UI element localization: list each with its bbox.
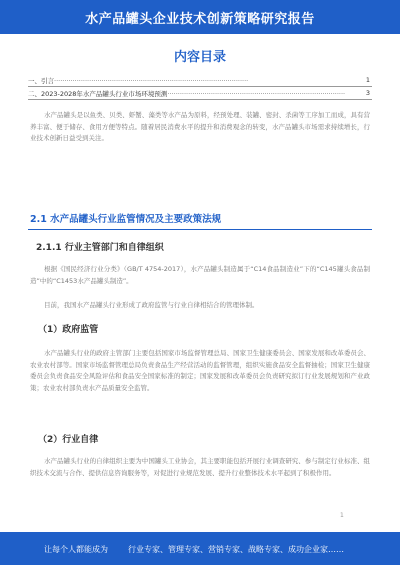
toc-divider [28, 86, 372, 87]
report-title: 水产品罐头企业技术创新策略研究报告 [85, 12, 315, 27]
subheading-government: （1）政府监管 [38, 325, 99, 335]
section-rule [28, 229, 372, 230]
toc-item-1[interactable] [28, 76, 366, 85]
toc-item-label: 二、2023-2028年水产品罐头行业市场环境预测 [28, 90, 168, 98]
toc-item-page: 1 [365, 76, 370, 84]
paragraph-management: 目前，我国水产品罐头行业形成了政府监管与行业自律相结合的管理体制。 [44, 301, 259, 309]
page-number: 1 [340, 512, 344, 519]
toc-leader-dots: ······················································································ [167, 90, 346, 98]
toc-divider [28, 99, 372, 100]
toc-title: 内容目录 [173, 50, 226, 65]
header-bar [0, 0, 400, 34]
section-heading-2-1: 2.1 水产品罐头行业监管情况及主要政策法规 [30, 214, 222, 225]
toc-leader-dots: ······························································································ [54, 77, 249, 85]
paragraph-self-regulation: 水产品罐头行业的自律组织主要为中国罐头工业协会，其主要职能包括开展行业调查研究、参与制定行业标准、组织技术交流与合作、提供信息咨询服务等，对促进行业规范发展、提升行业整体技术水平起到了积极作用。 [30, 457, 370, 477]
subheading-self-regulation: （2）行业自律 [38, 435, 99, 445]
toc-item-page: 3 [365, 89, 370, 97]
footer-slogan: 让每个人都能成为 [44, 545, 108, 554]
footer-tagline: 行业专家、管理专家、营销专家、战略专家、成功企业家…… [128, 545, 344, 554]
paragraph-government: 水产品罐头行业的政府主管部门主要包括国家市场监督管理总局、国家卫生健康委员会、国家发展和改革委员会、农业农村部等。国家市场监督管理总局负责食品生产经营活动的监督管理，组织实施食品安全监督抽检；国家卫生健康委员会负责食品安全风险评估和食品安全国家标准的制定；国家发展和改革委员会负责研究拟订行业发展规划和产业政策；农业农村部负责水产品质量安全监管。 [30, 349, 370, 392]
section-heading-2-1-1: 2.1.1 行业主管部门和自律组织 [36, 243, 164, 253]
toc-item-2[interactable] [28, 89, 366, 98]
intro-paragraph: 水产品罐头是以鱼类、贝类、虾蟹、藻类等水产品为原料，经预处理、装罐、密封、杀菌等工序加工而成，具有营养丰富、便于储存、食用方便等特点。随着居民消费水平的提升和消费观念的转变，水产品罐头市场需求持续增长，行业技术创新日益受到关注。 [30, 111, 370, 142]
toc-item-label: 一、引言 [28, 77, 54, 85]
footer-bar [0, 532, 400, 565]
paragraph-classification: 根据《国民经济行业分类》（GB/T 4754-2017），水产品罐头制造属于“C14食品制造业”下的“C145罐头食品制造”中的“C1453水产品罐头制造”。 [30, 265, 370, 285]
